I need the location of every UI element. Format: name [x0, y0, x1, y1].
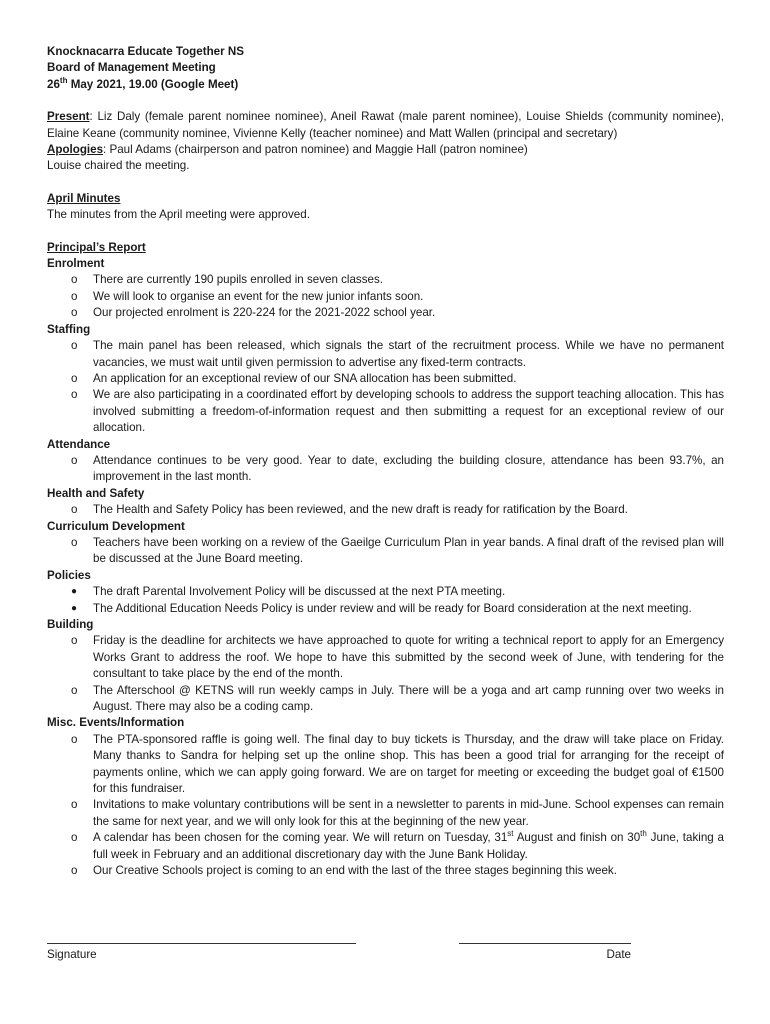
list-item: o Our projected enrolment is 220-224 for the 2021-2022 school year.	[71, 306, 436, 320]
principals-report-heading: Principal’s Report	[47, 240, 146, 254]
signature-line	[47, 943, 356, 944]
list-item: o There are currently 190 pupils enrolled in seven classes.	[71, 273, 383, 287]
chair-note: Louise chaired the meeting.	[47, 159, 190, 173]
minutes-document	[47, 44, 724, 880]
list-item: o We will look to organise an event for the new junior infants soon.	[71, 289, 424, 303]
present-label: Present	[47, 110, 90, 124]
enrolment-heading: Enrolment	[47, 257, 105, 271]
curriculum-list	[47, 535, 724, 568]
list-item: o Invitations to make voluntary contributions will be sent in a newsletter to parents in mid-June. School expenses can remain the same for next year, and we will only look for this at the beginning of the new year.	[71, 798, 724, 828]
april-minutes-text: The minutes from the April meeting were approved.	[47, 208, 310, 222]
list-item: o The PTA-sponsored raffle is going well. The final day to buy tickets is Thursday, and the draw will take place on Friday. Many thanks to Sandra for helping set up the online shop. This has been a good trial for arranging for the receipt of payments online, which we can apply going forward. We are on target for meeting or exceeding the budget goal of €1500 for this fundraiser.	[71, 732, 724, 796]
list-item: o We are also participating in a coordinated effort by developing schools to address the support teaching allocation. This has involved submitting a freedom-of-information request and then submitting a request for an exceptional review of our allocation.	[71, 388, 724, 435]
signature-label: Signature	[47, 948, 97, 961]
enrolment-list	[47, 272, 724, 321]
staffing-list	[47, 338, 724, 436]
list-item: o Attendance continues to be very good. Year to date, excluding the building closure, attendance has been 93.7%, an improvement in the last month.	[71, 453, 724, 484]
building-list	[47, 633, 724, 715]
policies-list	[47, 584, 724, 617]
date-line	[459, 943, 631, 944]
attendance-list	[47, 453, 724, 486]
curriculum-heading: Curriculum Development	[47, 519, 185, 533]
health-safety-list	[47, 502, 724, 518]
present-paragraph: Present: Liz Daly (female parent nominee nominee), Aneil Rawat (male parent nominee), Louise Shields (community nominee), Elaine Keane (community nominee, Vivienne Kelly (teacher nominee) and Matt Wallen (principal and secretary)	[47, 110, 724, 140]
list-item: o Our Creative Schools project is coming to an end with the last of the three stages beginning this week.	[71, 864, 617, 878]
date-label: Date	[606, 948, 631, 961]
building-heading: Building	[47, 618, 94, 631]
meeting-date: 26th May 2021, 19.00 (Google Meet)	[47, 75, 239, 91]
health-safety-heading: Health and Safety	[47, 486, 145, 500]
list-item: o Teachers have been working on a review of the Gaeilge Curriculum Plan in year bands. A final draft of the revised plan will be discussed at the June Board meeting.	[71, 535, 724, 566]
staffing-heading: Staffing	[47, 322, 91, 336]
misc-heading: Misc. Events/Information	[47, 716, 185, 730]
list-item: o Friday is the deadline for architects we have approached to quote for writing a technical report to apply for an Emergency Works Grant to address the roof. We hope to have this submitted by the second week of June, with tendering for the consultant to take place by the end of the month.	[71, 634, 724, 681]
meeting-title: Board of Management Meeting	[47, 61, 216, 75]
list-item: o An application for an exceptional review of our SNA allocation has been submitted.	[71, 371, 517, 385]
april-minutes-heading: April Minutes	[47, 191, 121, 205]
apologies-label: Apologies	[47, 143, 104, 157]
apologies-paragraph: Apologies: Paul Adams (chairperson and patron nominee) and Maggie Hall (patron nominee)	[47, 143, 528, 157]
school-name: Knocknacarra Educate Together NS	[47, 45, 244, 58]
list-item: ● The Additional Education Needs Policy is under review and will be ready for Board consideration at the next meeting.	[71, 601, 692, 615]
list-item: o The Health and Safety Policy has been reviewed, and the new draft is ready for ratification by the Board.	[71, 503, 628, 517]
list-item: o A calendar has been chosen for the coming year. We will return on Tuesday, 31st August and finish on 30th June, taking a full week in February and an additional discretionary day with the June Bank Holiday.	[71, 829, 724, 861]
attendance-heading: Attendance	[47, 437, 111, 451]
policies-heading: Policies	[47, 568, 91, 582]
misc-list	[47, 732, 724, 880]
list-item: ● The draft Parental Involvement Policy will be discussed at the next PTA meeting.	[71, 585, 506, 599]
list-item: o The main panel has been released, which signals the start of the recruitment process. While we have no permanent vacancies, we must wait until given permission to advertise any fixed-term contracts.	[71, 339, 724, 369]
list-item: o The Afterschool @ KETNS will run weekly camps in July. There will be a yoga and art camp running over two weeks in August. There may also be a coding camp.	[71, 683, 724, 714]
